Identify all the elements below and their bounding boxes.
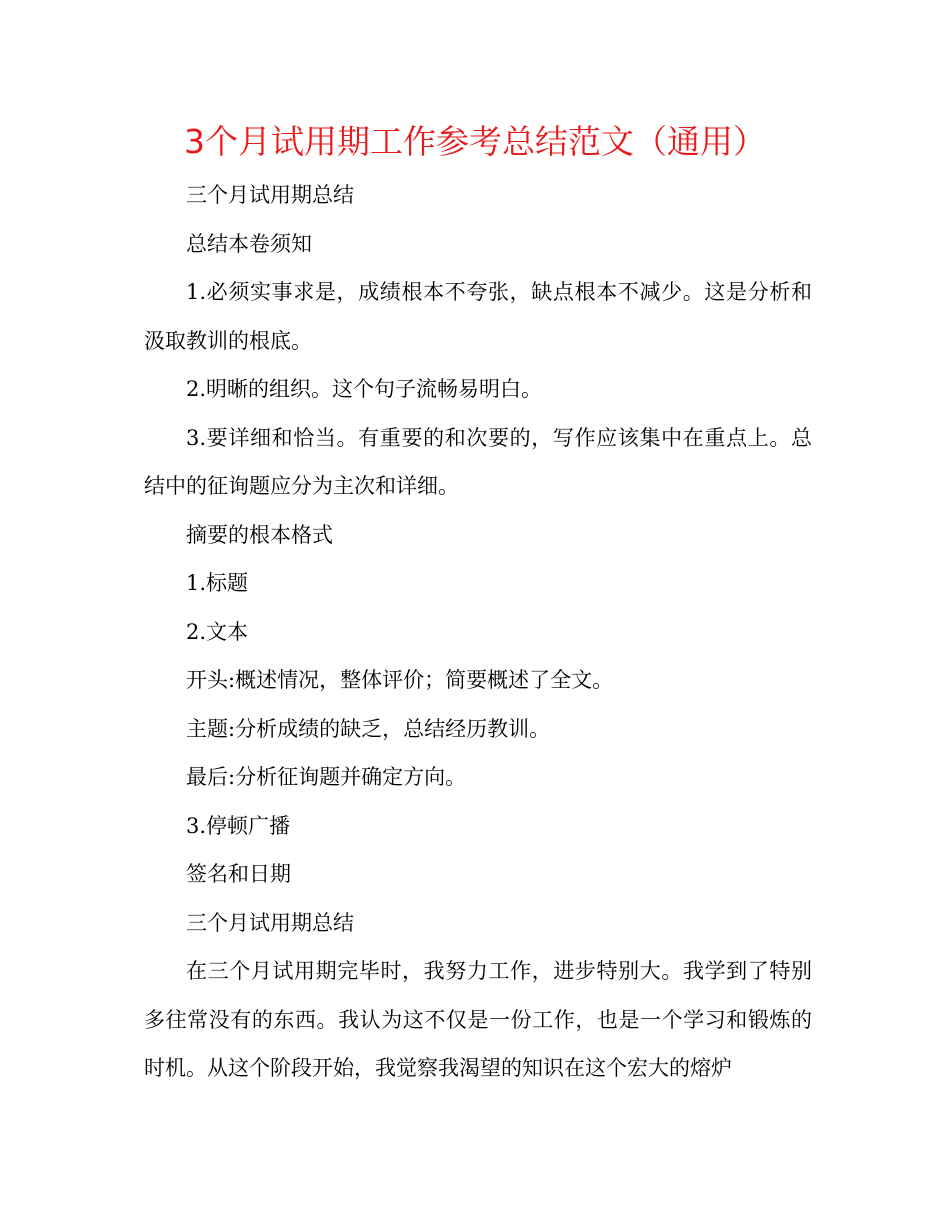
paragraph: 1.标题 [186, 571, 249, 595]
paragraph: 2.文本 [186, 619, 249, 644]
paragraph: 签名和日期 [186, 862, 291, 886]
paragraph: 3.停顿广播 [186, 813, 291, 838]
paragraph: 2.明晰的组织。这个句子流畅易明白。 [186, 377, 543, 401]
paragraph: 开头:概述情况，整体评价；简要概述了全文。 [186, 668, 614, 692]
paragraph: 主题:分析成绩的缺乏，总结经历教训。 [186, 716, 551, 741]
paragraph: 三个月试用期总结 [186, 183, 354, 207]
document-title: 3个月试用期工作参考总结范文（通用） [184, 122, 766, 161]
paragraph: 最后:分析征询题并确定方向。 [186, 765, 467, 789]
paragraph: 在三个月试用期完毕时，我努力工作，进步特别大。我学到了特别多往常没有的东西。我认为这不仅是一份工作，也是一个学习和锻炼的时机。从这个阶段开始，我觉察我渴望的知识在这个宏大的熔炉 [144, 959, 812, 1080]
paragraph: 摘要的根本格式 [186, 522, 333, 547]
paragraph: 总结本卷须知 [186, 231, 312, 256]
paragraph: 1.必须实事求是，成绩根本不夸张，缺点根本不减少。这是分析和汲取教训的根底。 [144, 280, 812, 353]
paragraph: 3.要详细和恰当。有重要的和次要的，写作应该集中在重点上。总结中的征询题应分为主次和详细。 [144, 425, 812, 498]
paragraph: 三个月试用期总结 [186, 910, 354, 935]
document-body [144, 171, 812, 1093]
